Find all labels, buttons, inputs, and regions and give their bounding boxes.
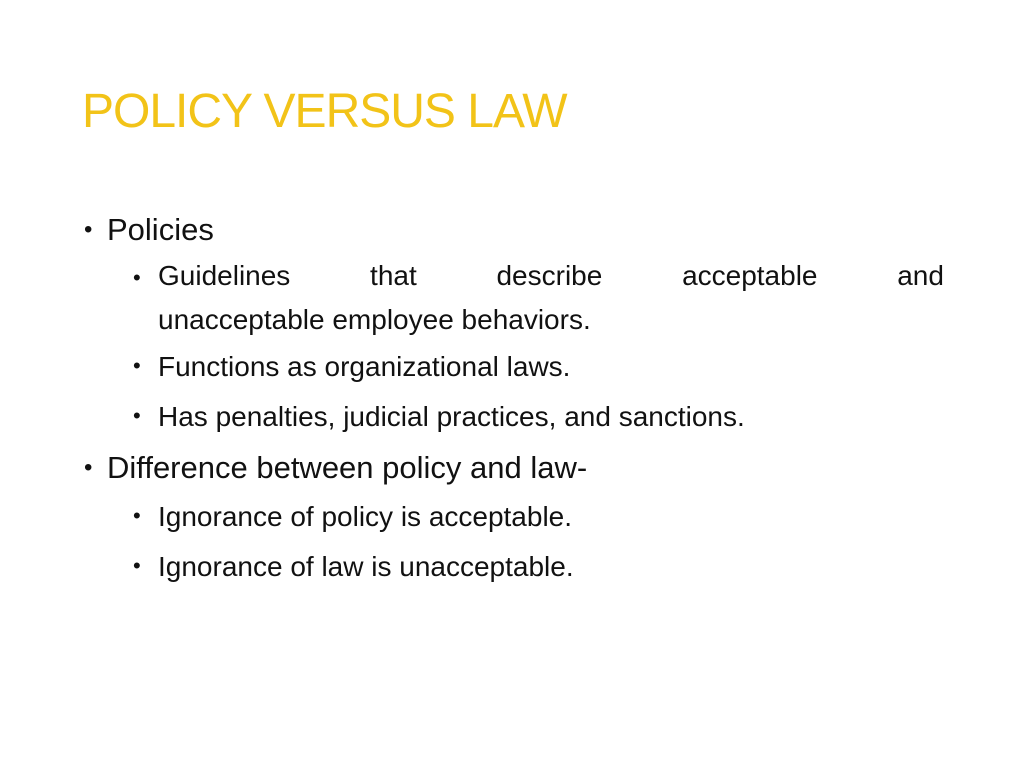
bullet-dot: • xyxy=(84,454,93,481)
bullet-dot: • xyxy=(133,265,141,290)
sublist-difference xyxy=(133,492,944,592)
sub-bullet-ignorance-policy xyxy=(133,492,944,542)
word: acceptable xyxy=(682,260,818,291)
bullet-text: Difference between policy and law- xyxy=(107,450,588,485)
sub-bullet-text: Ignorance of law is unacceptable. xyxy=(158,551,574,582)
bullet-dot: • xyxy=(133,353,141,378)
sub-bullet-text xyxy=(158,254,944,342)
bullet-dot: • xyxy=(84,216,93,243)
justified-line xyxy=(158,254,944,298)
bullet-dot: • xyxy=(133,503,141,528)
sub-bullet-functions xyxy=(133,342,944,392)
slide-title: POLICY VERSUS LAW xyxy=(82,85,567,138)
sub-bullet-penalties xyxy=(133,392,944,442)
sub-bullet-text: Functions as organizational laws. xyxy=(158,351,571,382)
sub-bullet-ignorance-law xyxy=(133,542,944,592)
bullet-dot: • xyxy=(133,553,141,578)
slide-content xyxy=(82,208,944,592)
word: that xyxy=(370,260,417,291)
word: Guidelines xyxy=(158,260,291,291)
sublist-policies xyxy=(133,254,944,442)
sub-bullet-guidelines xyxy=(133,254,944,342)
bullet-dot: • xyxy=(133,403,141,428)
sub-bullet-text: Ignorance of policy is acceptable. xyxy=(158,501,573,532)
bullet-policies xyxy=(82,208,944,252)
word: and xyxy=(897,260,944,291)
word: describe xyxy=(496,260,603,291)
bullet-text: Policies xyxy=(107,212,214,247)
sub-bullet-text: Has penalties, judicial practices, and sanctions. xyxy=(158,401,745,432)
continuation-line: unacceptable employee behaviors. xyxy=(158,304,591,335)
bullet-difference xyxy=(82,446,944,490)
